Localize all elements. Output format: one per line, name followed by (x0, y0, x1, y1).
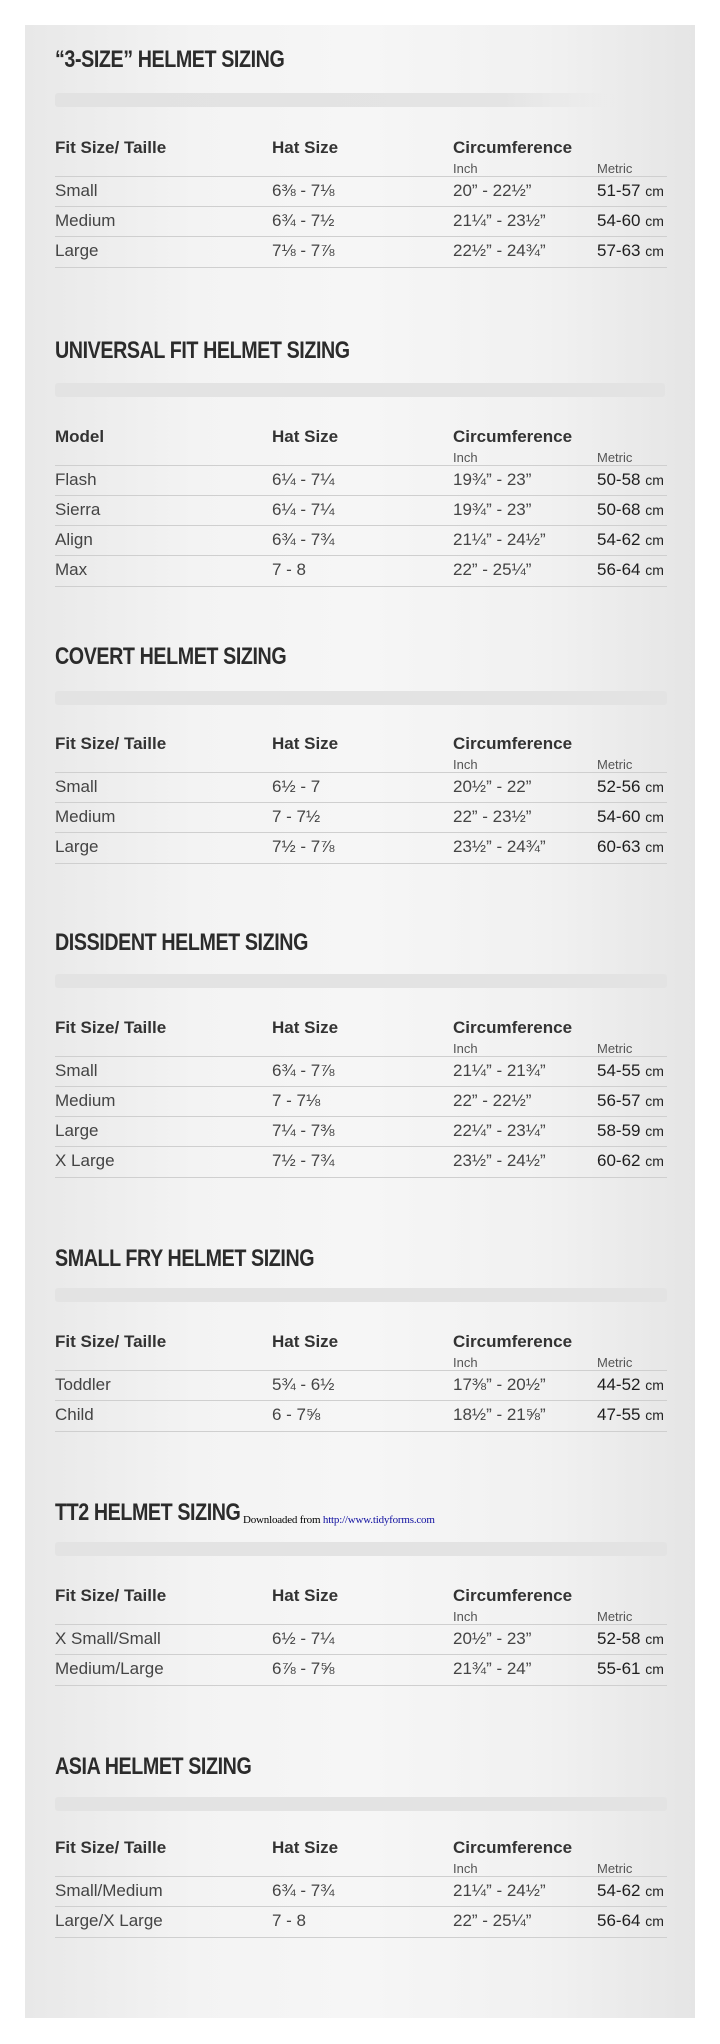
metric-value: 54-55 (597, 1061, 641, 1080)
table-row (55, 525, 667, 556)
metric-value: 51-57 (597, 181, 641, 200)
cell-hat: 7 - 7½ (272, 807, 321, 826)
cell-size: Medium (55, 211, 116, 230)
cell-metric (597, 1911, 664, 1931)
cell-inch: 22½” - 24¾” (453, 241, 546, 260)
cell-hat: 7½ - 7⅞ (272, 837, 335, 856)
cell-metric (597, 1881, 664, 1901)
cell-size: Toddler (55, 1375, 111, 1394)
metric-value: 54-60 (597, 211, 641, 230)
cell-metric (597, 1151, 664, 1171)
unit-label: cm (645, 502, 664, 518)
cell-metric (597, 560, 664, 580)
cell-size: X Large (55, 1151, 115, 1170)
section-title: DISSIDENT HELMET SIZING (55, 929, 308, 956)
cell-metric (597, 1091, 664, 1111)
cell-hat: 7 - 7⅛ (272, 1091, 321, 1110)
col-header-circumference: Circumference (453, 1586, 573, 1605)
cell-hat: 6¾ - 7¾ (272, 1881, 335, 1900)
cell-hat: 6¼ - 7¼ (272, 470, 335, 489)
cell-hat: 7 - 8 (272, 560, 307, 579)
col-header-fit-size: Fit Size/ Taille (55, 1586, 167, 1605)
metric-value: 44-52 (597, 1375, 641, 1394)
col-subheader-inch: Inch (453, 1041, 478, 1056)
cell-metric (597, 1629, 664, 1649)
col-subheader-inch: Inch (453, 757, 478, 772)
unit-label: cm (645, 809, 664, 825)
table-row (55, 1400, 667, 1432)
col-header-hat-size: Hat Size (272, 1332, 339, 1351)
metric-value: 50-68 (597, 500, 641, 519)
cell-size: Large/X Large (55, 1911, 163, 1930)
col-header-hat-size: Hat Size (272, 1018, 339, 1037)
cell-size: Large (55, 241, 99, 260)
unit-label: cm (645, 1153, 664, 1169)
unit-label: cm (645, 1883, 664, 1899)
section-title: ASIA HELMET SIZING (55, 1753, 252, 1780)
cell-metric (597, 1375, 664, 1395)
table-row (55, 1146, 667, 1178)
unit-label: cm (645, 1631, 664, 1647)
table-row (55, 802, 667, 833)
col-header-fit-size: Fit Size/ Taille (55, 1332, 167, 1351)
table-row (55, 1116, 667, 1147)
cell-model: Flash (55, 470, 97, 489)
cell-inch: 20” - 22½” (453, 181, 532, 200)
cell-metric (597, 1121, 664, 1141)
watermark-link[interactable]: http://www.tidyforms.com (322, 1514, 435, 1526)
col-subheader-inch: Inch (453, 1355, 478, 1370)
col-header-circumference: Circumference (453, 1838, 573, 1857)
cell-size: Medium (55, 807, 116, 826)
cell-metric (597, 807, 664, 827)
metric-value: 54-60 (597, 807, 641, 826)
metric-value: 58-59 (597, 1121, 641, 1140)
section-divider-bar (55, 974, 667, 988)
cell-size: Large (55, 1121, 99, 1140)
metric-value: 54-62 (597, 530, 641, 549)
col-header-circumference: Circumference (453, 427, 573, 446)
cell-inch: 22¼” - 23¼” (453, 1121, 546, 1140)
col-subheader-metric: Metric (597, 1041, 633, 1056)
unit-label: cm (645, 243, 664, 259)
cell-hat: 7½ - 7¾ (272, 1151, 335, 1170)
unit-label: cm (645, 1661, 664, 1677)
cell-hat: 6½ - 7 (272, 777, 321, 796)
metric-value: 56-64 (597, 1911, 641, 1930)
cell-size: Large (55, 837, 99, 856)
unit-label: cm (645, 1377, 664, 1393)
cell-model: Sierra (55, 500, 101, 519)
cell-hat: 6 - 7⅝ (272, 1405, 321, 1424)
section-title: COVERT HELMET SIZING (55, 643, 287, 670)
unit-label: cm (645, 1123, 664, 1139)
col-header-circumference: Circumference (453, 1332, 573, 1351)
section-title: UNIVERSAL FIT HELMET SIZING (55, 337, 350, 364)
col-subheader-inch: Inch (453, 1609, 478, 1624)
unit-label: cm (645, 472, 664, 488)
cell-size: Small (55, 1061, 98, 1080)
col-header-fit-size: Fit Size/ Taille (55, 138, 167, 157)
watermark-prefix: Downloaded from (243, 1514, 323, 1526)
table-row (55, 236, 667, 268)
cell-inch: 22” - 23½” (453, 807, 532, 826)
cell-metric (597, 211, 664, 231)
table-row (55, 1906, 667, 1938)
cell-size: Small (55, 181, 98, 200)
cell-hat: 5¾ - 6½ (272, 1375, 335, 1394)
col-header-hat-size: Hat Size (272, 1586, 339, 1605)
cell-inch: 19¾” - 23” (453, 500, 532, 519)
col-header-fit-size: Fit Size/ Taille (55, 734, 167, 753)
cell-inch: 21¼” - 24½” (453, 1881, 546, 1900)
cell-metric (597, 181, 664, 201)
cell-hat: 6¼ - 7¼ (272, 500, 335, 519)
cell-hat: 7¼ - 7⅜ (272, 1121, 335, 1140)
cell-size: Medium/Large (55, 1659, 164, 1678)
table-row (55, 832, 667, 864)
col-subheader-inch: Inch (453, 1861, 478, 1876)
table-row (55, 206, 667, 237)
unit-label: cm (645, 1063, 664, 1079)
col-subheader-metric: Metric (597, 450, 633, 465)
download-watermark (243, 1514, 435, 1526)
cell-hat: 7⅛ - 7⅞ (272, 241, 335, 260)
section-divider-bar (55, 93, 615, 107)
table-row (55, 1876, 667, 1907)
table-row (55, 1056, 667, 1087)
col-header-hat-size: Hat Size (272, 734, 339, 753)
cell-hat: 7 - 8 (272, 1911, 307, 1930)
section-divider-bar (55, 383, 665, 397)
table-row (55, 1086, 667, 1117)
metric-value: 47-55 (597, 1405, 641, 1424)
metric-value: 54-62 (597, 1881, 641, 1900)
cell-inch: 19¾” - 23” (453, 470, 532, 489)
cell-inch: 20½” - 22” (453, 777, 532, 796)
cell-inch: 22” - 25¼” (453, 560, 532, 579)
col-subheader-metric: Metric (597, 1355, 633, 1370)
cell-metric (597, 470, 664, 490)
cell-inch: 21¼” - 24½” (453, 530, 546, 549)
unit-label: cm (645, 562, 664, 578)
unit-label: cm (645, 213, 664, 229)
col-header-fit-size: Fit Size/ Taille (55, 1838, 167, 1857)
cell-hat: 6¾ - 7½ (272, 211, 335, 230)
section-title: SMALL FRY HELMET SIZING (55, 1245, 315, 1272)
col-subheader-metric: Metric (597, 161, 633, 176)
col-subheader-metric: Metric (597, 1609, 633, 1624)
cell-inch: 21¼” - 23½” (453, 211, 546, 230)
col-header-circumference: Circumference (453, 734, 573, 753)
table-row (55, 555, 667, 587)
unit-label: cm (645, 183, 664, 199)
cell-metric (597, 1405, 664, 1425)
col-subheader-metric: Metric (597, 757, 633, 772)
cell-inch: 18½” - 21⅝” (453, 1405, 546, 1424)
cell-hat: 6⅞ - 7⅝ (272, 1659, 335, 1678)
cell-inch: 23½” - 24½” (453, 1151, 546, 1170)
section-title: “3-SIZE” HELMET SIZING (55, 46, 285, 73)
table-row (55, 1370, 667, 1401)
section-title: TT2 HELMET SIZING (55, 1499, 241, 1526)
cell-inch: 21¼” - 21¾” (453, 1061, 546, 1080)
metric-value: 55-61 (597, 1659, 641, 1678)
cell-model: Align (55, 530, 93, 549)
col-header-hat-size: Hat Size (272, 427, 339, 446)
cell-size: Child (55, 1405, 94, 1424)
unit-label: cm (645, 1913, 664, 1929)
cell-inch: 22” - 22½” (453, 1091, 532, 1110)
metric-value: 52-58 (597, 1629, 641, 1648)
cell-metric (597, 500, 664, 520)
col-header-circumference: Circumference (453, 138, 573, 157)
col-subheader-inch: Inch (453, 450, 478, 465)
table-row (55, 1654, 667, 1686)
unit-label: cm (645, 1093, 664, 1109)
col-header-circumference: Circumference (453, 1018, 573, 1037)
col-header-fit-size: Fit Size/ Taille (55, 1018, 167, 1037)
unit-label: cm (645, 1407, 664, 1423)
cell-inch: 21¾” - 24” (453, 1659, 532, 1678)
table-row (55, 495, 667, 526)
metric-value: 60-63 (597, 837, 641, 856)
cell-size: Medium (55, 1091, 116, 1110)
col-subheader-metric: Metric (597, 1861, 633, 1876)
metric-value: 60-62 (597, 1151, 641, 1170)
cell-metric (597, 777, 664, 797)
metric-value: 52-56 (597, 777, 641, 796)
table-row (55, 176, 667, 207)
metric-value: 56-57 (597, 1091, 641, 1110)
cell-inch: 22” - 25¼” (453, 1911, 532, 1930)
cell-hat: 6⅜ - 7⅛ (272, 181, 335, 200)
metric-value: 57-63 (597, 241, 641, 260)
cell-inch: 17⅜” - 20½” (453, 1375, 546, 1394)
cell-metric (597, 241, 664, 261)
section-divider-bar (55, 1288, 667, 1302)
cell-hat: 6¾ - 7¾ (272, 530, 335, 549)
col-header-hat-size: Hat Size (272, 138, 339, 157)
cell-size: Small/Medium (55, 1881, 163, 1900)
unit-label: cm (645, 779, 664, 795)
cell-hat: 6½ - 7¼ (272, 1629, 335, 1648)
table-row (55, 1624, 667, 1655)
cell-size: Small (55, 777, 98, 796)
col-header-model: Model (55, 427, 105, 446)
section-divider-bar (55, 1797, 667, 1811)
metric-value: 50-58 (597, 470, 641, 489)
cell-metric (597, 1659, 664, 1679)
col-subheader-inch: Inch (453, 161, 478, 176)
cell-hat: 6¾ - 7⅞ (272, 1061, 335, 1080)
unit-label: cm (645, 532, 664, 548)
cell-size: X Small/Small (55, 1629, 161, 1648)
cell-metric (597, 1061, 664, 1081)
col-header-hat-size: Hat Size (272, 1838, 339, 1857)
cell-metric (597, 530, 664, 550)
unit-label: cm (645, 839, 664, 855)
cell-inch: 20½” - 23” (453, 1629, 532, 1648)
section-divider-bar (55, 1542, 667, 1556)
section-divider-bar (55, 691, 667, 705)
metric-value: 56-64 (597, 560, 641, 579)
table-row (55, 772, 667, 803)
cell-inch: 23½” - 24¾” (453, 837, 546, 856)
cell-model: Max (55, 560, 88, 579)
cell-metric (597, 837, 664, 857)
table-row (55, 465, 667, 496)
